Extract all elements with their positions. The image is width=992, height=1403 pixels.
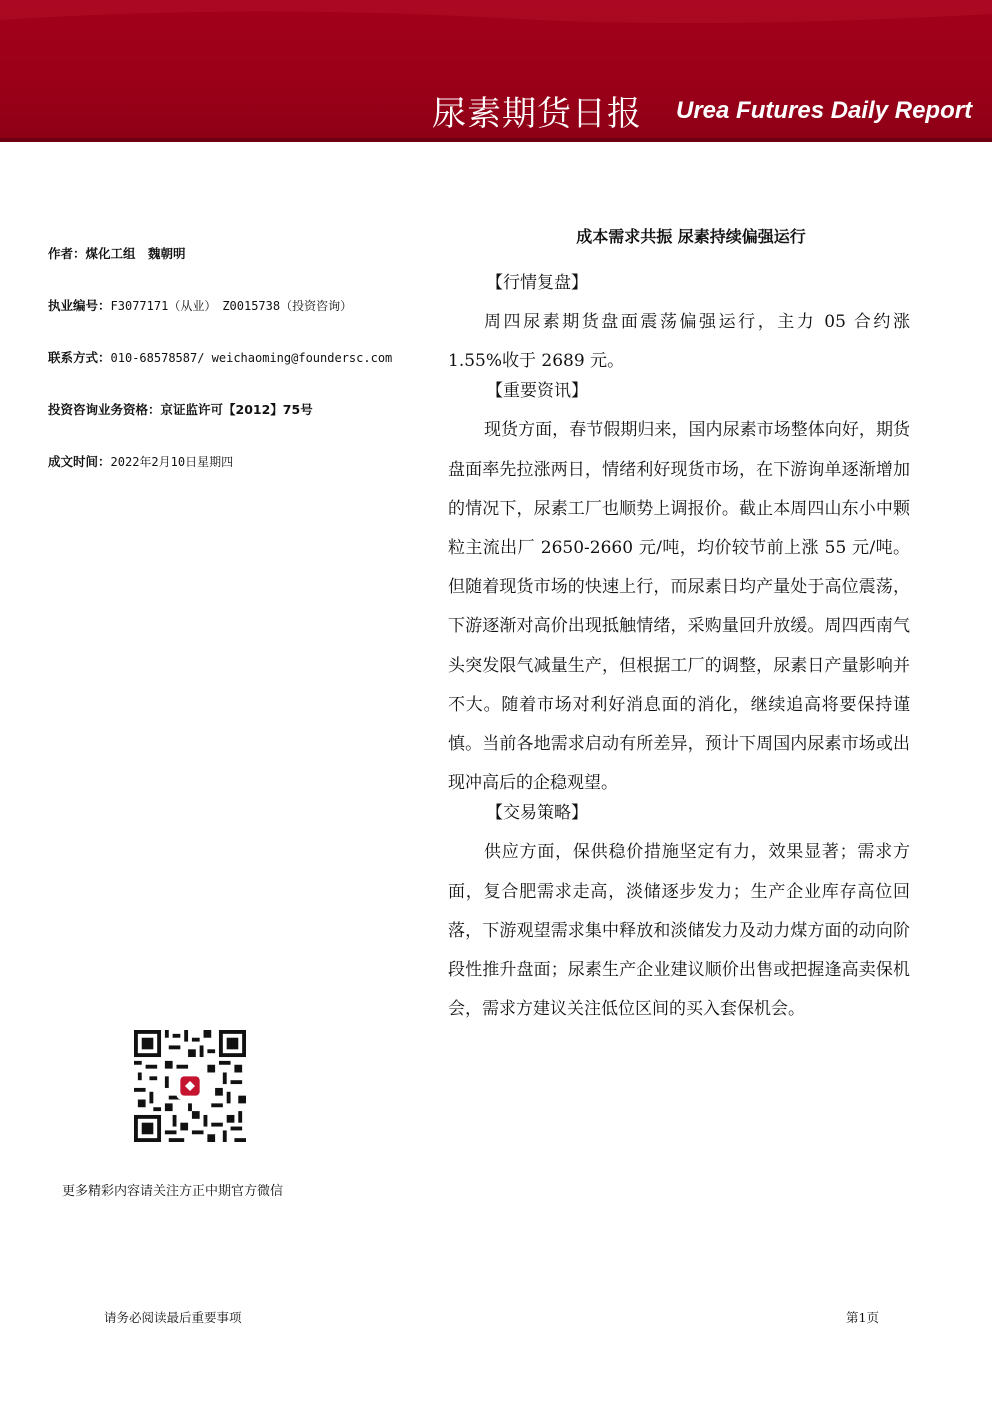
section-body-market-review: 周四尿素期货盘面震荡偏强运行，主力 05 合约涨 1.55%收于 2689 元。 <box>448 312 910 372</box>
wechat-qr-code[interactable] <box>134 1030 246 1142</box>
section-heading-key-news: 【重要资讯】 <box>486 381 588 402</box>
date-label: 成文时间： <box>48 454 111 469</box>
date-value: 2022年2月10日星期四 <box>110 455 234 469</box>
qualification-line <box>48 400 428 420</box>
header-banner <box>0 0 992 142</box>
report-title-en: Urea Futures Daily Report <box>676 97 973 124</box>
article-headline: 成本需求共振 尿素持续偏强运行 <box>576 227 806 246</box>
banner-bottom-line <box>0 138 992 142</box>
license-line <box>48 296 428 316</box>
contact-label: 联系方式： <box>48 350 111 365</box>
footer-notice: 请务必阅读最后重要事项 <box>104 1310 242 1325</box>
author-value: 煤化工组 魏朝明 <box>85 246 186 261</box>
report-title-cn: 尿素期货日报 <box>432 94 642 134</box>
license-label: 执业编号： <box>48 298 111 313</box>
section-heading-strategy: 【交易策略】 <box>486 803 588 824</box>
license-value: F3077171（从业） Z0015738（投资咨询） <box>110 299 353 313</box>
qr-caption: 更多精彩内容请关注方正中期官方微信 <box>62 1184 284 1199</box>
section-body-key-news: 现货方面，春节假期归来，国内尿素市场整体向好，期货盘面率先拉涨两日，情绪利好现货市场，在下游询单逐渐增加的情况下，尿素工厂也顺势上调报价。截止本周四山东小中颗粒主流出厂 2650-2660 元/吨，均价较节前上涨 55 元/吨。但随着现货市场的快速上行，而尿素日均产量处于高位震荡，下游逐渐对高价出现抵触情绪，采购量回升放缓。周四西南气头突发限气减量生产，但根据工厂的调整，尿素日产量影响并不大。随着市场对利好消息面的消化，继续追高将要保持谨慎。当前各地需求启动有所差异，预计下周国内尿素市场或出现冲高后的企稳观望。 <box>448 420 910 794</box>
contact-line <box>48 348 428 368</box>
author-info <box>48 244 428 504</box>
article <box>448 224 910 1031</box>
contact-value[interactable]: 010-68578587/ weichaoming@foundersc.com <box>110 351 393 365</box>
section-heading-market-review: 【行情复盘】 <box>486 273 588 293</box>
qualification-value: 京证监许可【2012】75号 <box>160 402 313 417</box>
author-label: 作者： <box>48 246 86 261</box>
qualification-label: 投资咨询业务资格： <box>48 402 161 417</box>
author-line <box>48 244 428 264</box>
section-body-strategy: 供应方面，保供稳价措施坚定有力，效果显著；需求方面，复合肥需求走高，淡储逐步发力；生产企业库存高位回落，下游观望需求集中释放和淡储发力及动力煤方面的动向阶段性推升盘面；尿素生产企业建议顺价出售或把握逢高卖保机会，需求方建议关注低位区间的买入套保机会。 <box>448 842 910 1020</box>
page-number: 第1页 <box>846 1310 879 1325</box>
date-line <box>48 452 428 472</box>
